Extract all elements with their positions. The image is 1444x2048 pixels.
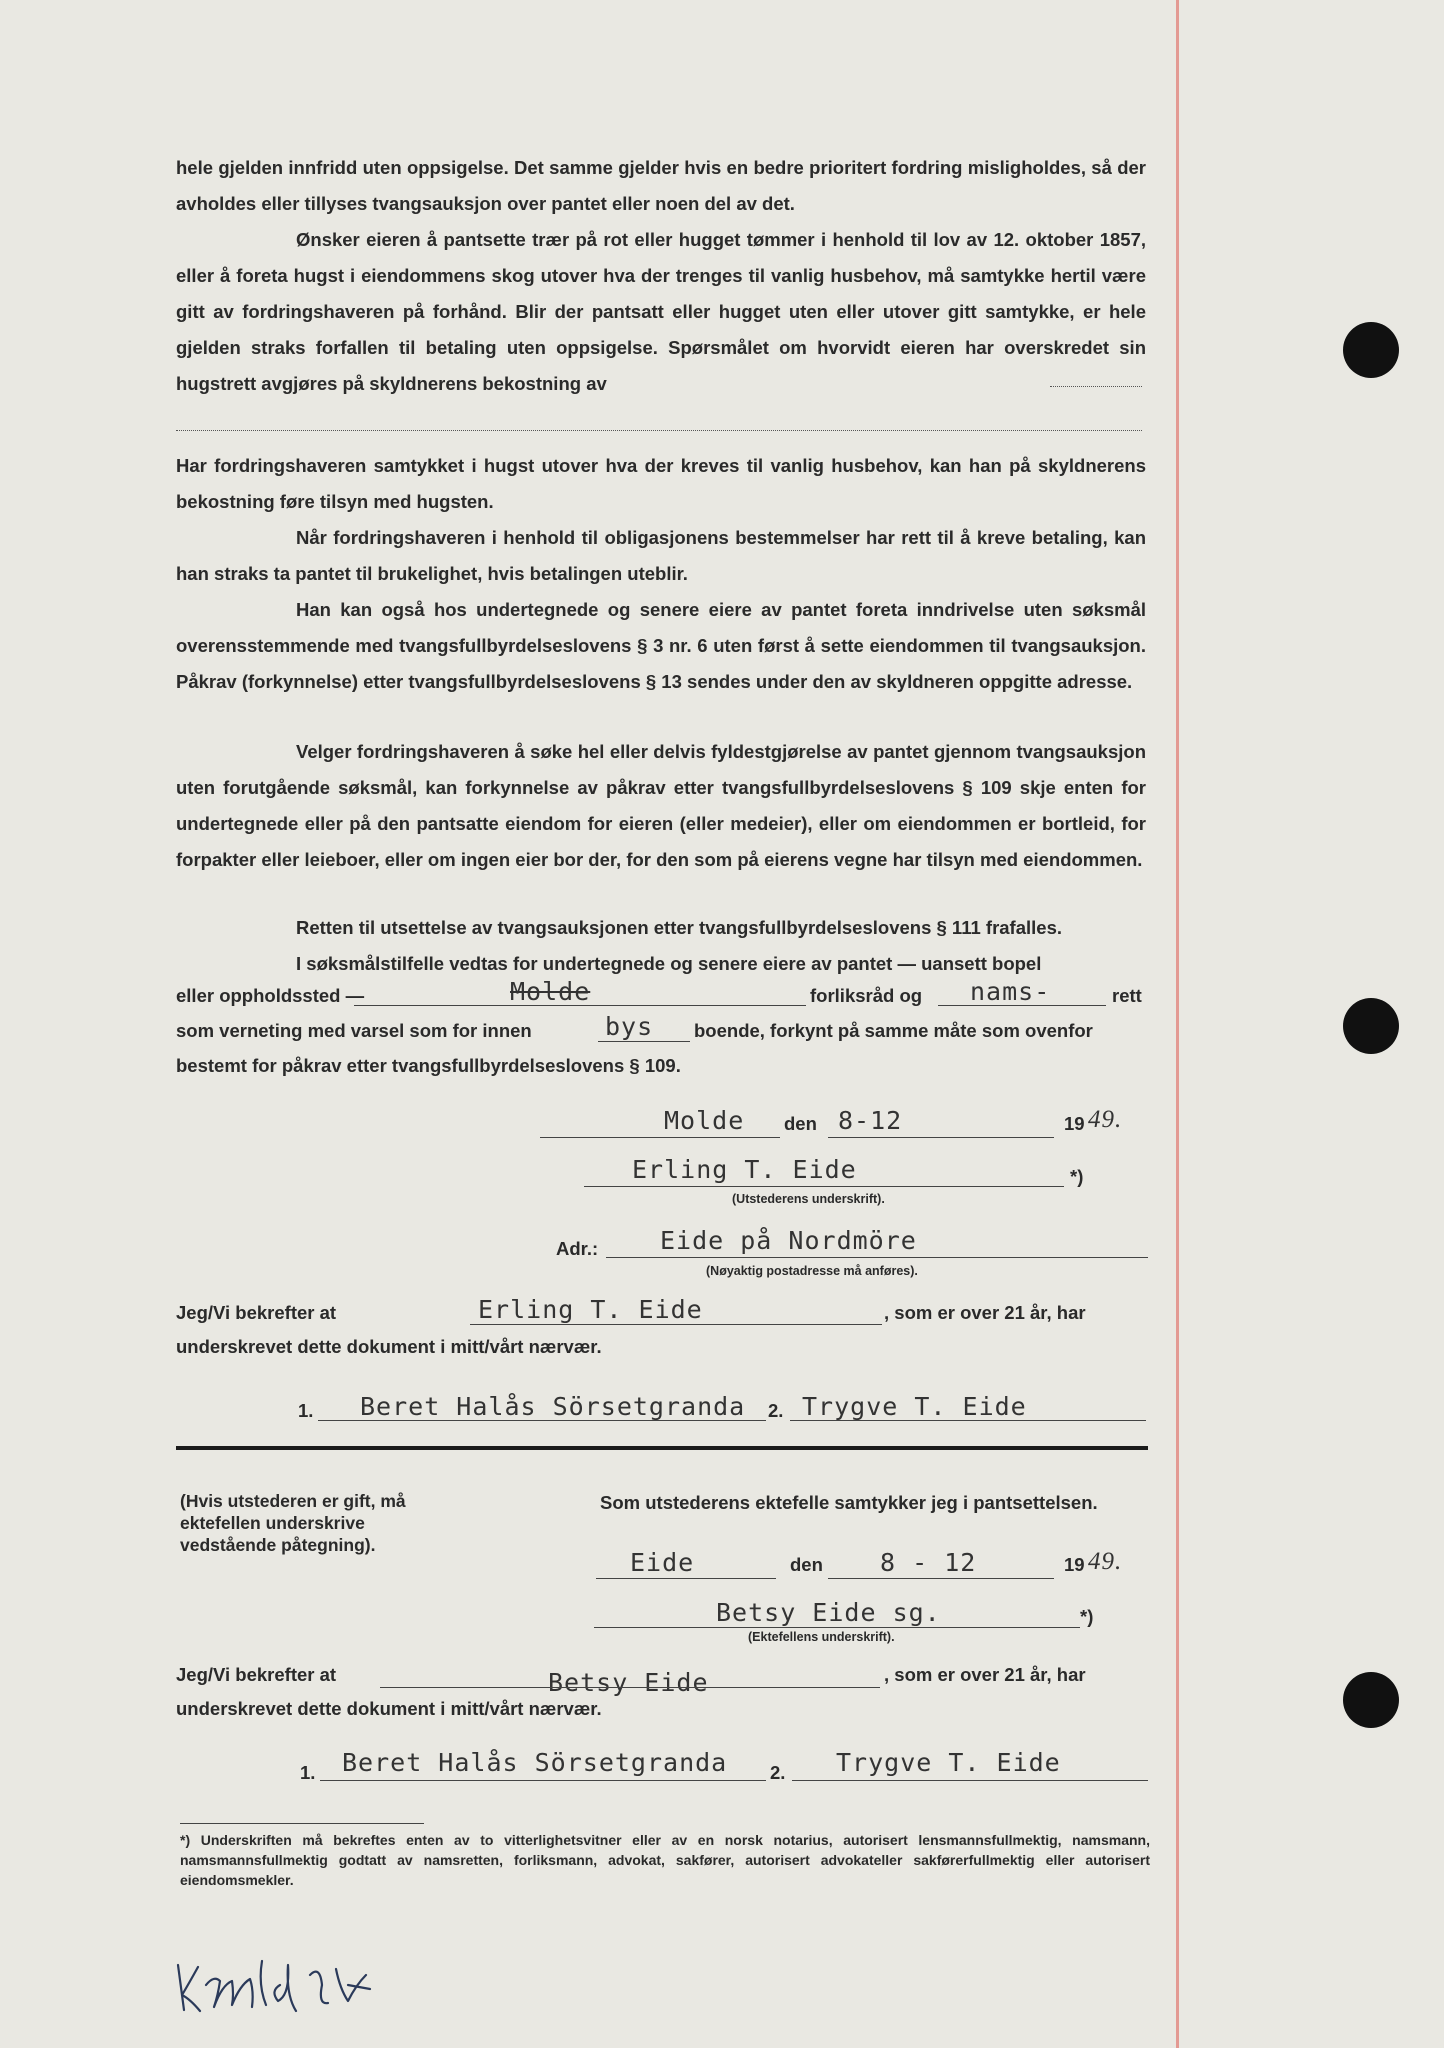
confirm-label: Jeg/Vi bekrefter at	[176, 1664, 337, 1685]
venue-label: rett	[1112, 985, 1142, 1006]
footnote-marker: *)	[1070, 1166, 1084, 1187]
confirm-label: Jeg/Vi bekrefter at	[176, 1302, 337, 1323]
confirm-label: , som er over 21 år, har	[884, 1302, 1086, 1323]
address-line	[606, 1257, 1148, 1258]
section-divider	[176, 1446, 1148, 1450]
adr-label: Adr.:	[556, 1238, 599, 1259]
signature-line	[584, 1186, 1064, 1187]
paragraph: Han kan også hos undertegnede og senere eiere av pantet foreta inndrivelse uten søksmål overensstemmende med tvangsfullbyrdelseslovens § 3 nr. 6 uten først å sette eiendommen til tvangsauksjon. Påkrav (forkynnelse) etter tvangsfullbyrdelseslovens § 13 sendes under den av skyldneren oppgitte adresse.	[176, 599, 1146, 692]
witness-number: 1.	[300, 1762, 316, 1783]
witness-line	[320, 1780, 766, 1781]
venue-label: som verneting med varsel som for innen	[176, 1020, 532, 1041]
witness-1: Beret Halås Sörsetgranda	[360, 1392, 746, 1421]
fill-line	[540, 1137, 780, 1138]
witness-2: Trygve T. Eide	[836, 1748, 1061, 1777]
paragraph: Har fordringshaveren samtykket i hugst utover hva der kreves til vanlig husbehov, kan han på skyldnerens bekostning føre tilsyn med hugsten.	[176, 455, 1146, 512]
signing-date: 8-12	[838, 1106, 903, 1135]
confirm-label: underskrevet dette dokument i mitt/vårt nærvær.	[176, 1336, 602, 1357]
margin-rule	[1176, 0, 1179, 2048]
fill-line	[938, 1005, 1106, 1006]
year-prefix: 19	[1064, 1554, 1085, 1575]
witness-number: 2.	[768, 1400, 784, 1421]
fill-line	[380, 1687, 880, 1688]
address-caption: (Nøyaktig postadresse må anføres).	[706, 1264, 918, 1278]
spouse-year: 49.	[1088, 1548, 1123, 1575]
venue-label: eller oppholdssted —	[176, 985, 365, 1006]
witness-line	[792, 1780, 1148, 1781]
venue-label: boende, forkynt på samme måte som ovenfor	[694, 1020, 1093, 1041]
paragraph: hele gjelden innfridd uten oppsigelse. Det samme gjelder hvis en bedre prioritert fordring misligholdes, så der avholdes eller tillyses tvangsauksjon over pantet eller noen del av det.	[176, 157, 1146, 214]
fill-line	[596, 1578, 776, 1579]
witness-2: Trygve T. Eide	[802, 1392, 1027, 1421]
year-prefix: 19	[1064, 1113, 1085, 1134]
witness-number: 2.	[770, 1762, 786, 1783]
handwritten-initials-signature	[170, 1955, 410, 2025]
paragraph: Retten til utsettelse av tvangsauksjonen etter tvangsfullbyrdelseslovens § 111 frafalles.	[296, 917, 1062, 938]
witness-number: 1.	[298, 1400, 314, 1421]
footnote-marker: *)	[1080, 1606, 1094, 1627]
fill-line	[598, 1041, 690, 1042]
venue-label: forliksråd og	[810, 985, 923, 1006]
footnote-rule	[180, 1823, 424, 1824]
spouse-signer: Betsy Eide sg.	[716, 1598, 941, 1627]
venue-court: nams-	[970, 977, 1051, 1006]
paragraph: Ønsker eieren å pantsette trær på rot eller hugget tømmer i henhold til lov av 12. oktober 1857, eller å foreta hugst i eiendommens skog utover hva der trenges til vanlig husbehov, må samtykke hertil være gitt av fordringshaveren på forhånd. Blir der pantsatt eller hugget uten eller utover gitt samtykke, er hele gjelden straks forfallen til betaling uten oppsigelse. Spørsmålet om hvorvidt eieren har overskredet sin hugstrett avgjøres på skyldnerens bekostning av	[176, 229, 1146, 394]
fill-line	[176, 430, 1142, 431]
footnote: *) Underskriften må bekreftes enten av to vitterlighetsvitner eller av en norsk notarius, autorisert lensmannsfullmektig, namsmann, namsmannsfullmektig godtatt av namsretten, forliksmann, advokat, sakfører, autorisert advokateller sakførerfullmektig eller autorisert eiendomsmekler.	[180, 1832, 1150, 1888]
punch-hole	[1343, 322, 1399, 378]
den-label: den	[784, 1113, 817, 1134]
confirm-label: underskrevet dette dokument i mitt/vårt nærvær.	[176, 1698, 602, 1719]
paragraph: Når fordringshaveren i henhold til obligasjonens bestemmelser har rett til å kreve betaling, kan han straks ta pantet til brukelighet, hvis betalingen uteblir.	[176, 527, 1146, 584]
fill-line	[828, 1137, 1054, 1138]
confirm-label: , som er over 21 år, har	[884, 1664, 1086, 1685]
paragraph: Velger fordringshaveren å søke hel eller delvis fyldestgjørelse av pantet gjennom tvangsauksjon uten forutgående søksmål, kan forkynnelse av påkrav etter tvangsfullbyrdelseslovens § 109 skje enten for undertegnede eller på den pantsatte eiendom for eieren (eller medeier), eller om eiendommen er bortleid, for forpakter eller leieboer, eller om ingen eier bor der, for den som på eierens vegne har tilsyn med eiendommen.	[176, 741, 1146, 870]
signer-name: Erling T. Eide	[632, 1155, 857, 1184]
spouse-note: (Hvis utstederen er gift, må ektefellen underskrive vedstående påtegning).	[180, 1491, 406, 1555]
confirm-name: Erling T. Eide	[478, 1295, 703, 1324]
punch-hole	[1343, 998, 1399, 1054]
spouse-place: Eide	[630, 1548, 695, 1577]
fill-line	[354, 1005, 806, 1006]
witness-line	[790, 1420, 1146, 1421]
venue-bys: bys	[605, 1012, 654, 1041]
spouse-caption: (Ektefellens underskrift).	[748, 1630, 895, 1644]
signer-caption: (Utstederens underskrift).	[732, 1192, 885, 1206]
paragraph: I søksmålstilfelle vedtas for undertegnede og senere eiere av pantet — uansett bopel	[296, 953, 1042, 974]
confirm-name: Betsy Eide	[548, 1668, 709, 1697]
fill-line	[470, 1324, 882, 1325]
spouse-heading: Som utstederens ektefelle samtykker jeg i pantsettelsen.	[600, 1492, 1098, 1513]
witness-line	[318, 1420, 766, 1421]
venue-label: bestemt for påkrav etter tvangsfullbyrdelseslovens § 109.	[176, 1055, 681, 1076]
signing-place: Molde	[664, 1106, 745, 1135]
spouse-date: 8 - 12	[880, 1548, 977, 1577]
fill-line	[828, 1578, 1054, 1579]
venue-place: Molde	[510, 977, 591, 1006]
witness-1: Beret Halås Sörsetgranda	[342, 1748, 728, 1777]
signature-line	[594, 1627, 1080, 1628]
signer-address: Eide på Nordmöre	[660, 1226, 917, 1255]
punch-hole	[1343, 1672, 1399, 1728]
fill-line	[1050, 386, 1142, 387]
signing-year: 49.	[1088, 1106, 1123, 1133]
den-label: den	[790, 1554, 823, 1575]
